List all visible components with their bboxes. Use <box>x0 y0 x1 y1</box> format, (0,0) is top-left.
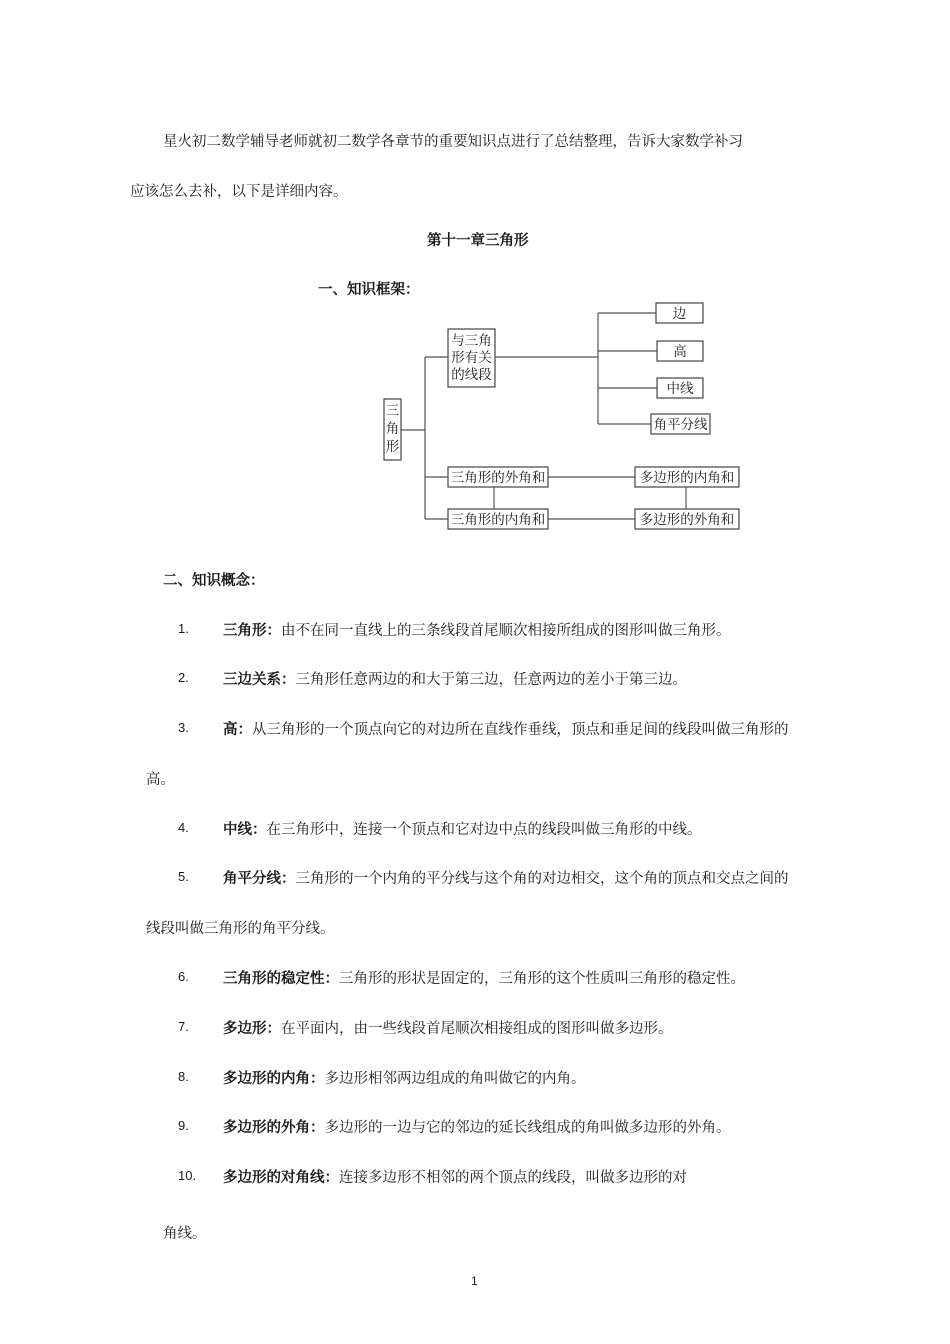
concept-text: 从三角形的一个顶点向它的对边所在直线作垂线，顶点和垂足间的线段叫做三角形的 <box>252 722 789 738</box>
concept-term: 三角形： <box>223 623 281 639</box>
concept-term: 中线： <box>223 822 267 838</box>
concept-item-polygon <box>223 1017 673 1038</box>
concept-term: 多边形的内角： <box>223 1071 325 1087</box>
concept-item-polygon-exterior-angle <box>223 1116 731 1137</box>
svg-text:中线: 中线 <box>666 381 694 397</box>
diagram-root-char-2: 角 <box>385 421 400 437</box>
diagram-segments-line-3: 的线段 <box>451 367 492 383</box>
diagram-root-char-3: 形 <box>385 439 400 455</box>
item-number: 3. <box>178 720 189 735</box>
section-knowledge-framework-title: 一、知识框架： <box>318 282 420 298</box>
concept-term: 角平分线： <box>223 871 296 887</box>
diagram-root-char-1: 三 <box>385 403 400 419</box>
diagram-node-polygon-interior-sum <box>635 467 739 487</box>
concept-item-polygon-diagonal <box>223 1166 687 1187</box>
concept-term: 多边形的外角： <box>223 1120 325 1136</box>
concept-item-polygon-interior-angle <box>223 1067 586 1088</box>
svg-text:三角形的内角和: 三角形的内角和 <box>450 512 546 528</box>
item-number: 5. <box>178 869 189 884</box>
svg-text:三角形的外角和: 三角形的外角和 <box>450 470 546 486</box>
item-number: 6. <box>178 969 189 984</box>
concept-continuation: 线段叫做三角形的角平分线。 <box>146 921 335 937</box>
page-number: 1 <box>471 1274 478 1288</box>
concept-text: 多边形的一边与它的邻边的延长线组成的角叫做多边形的外角。 <box>324 1120 731 1136</box>
diagram-node-exterior-sum <box>448 467 548 487</box>
concept-text: 由不在同一直线上的三条线段首尾顺次相接所组成的图形叫做三角形。 <box>281 623 731 639</box>
svg-text:边: 边 <box>672 306 687 322</box>
item-number: 9. <box>178 1118 189 1133</box>
intro-line-1: 星火初二数学辅导老师就初二数学各章节的重要知识点进行了总结整理，告诉大家数学补习 <box>163 134 743 150</box>
diagram-node-median <box>657 378 703 398</box>
intro-line-2: 应该怎么去补，以下是详细内容。 <box>130 184 348 200</box>
concept-term: 三边关系： <box>223 672 296 688</box>
concept-item-angle-bisector <box>223 867 789 888</box>
diagram-connectors <box>401 313 686 519</box>
concept-continuation: 高。 <box>146 772 175 788</box>
concept-item-triangle-inequality <box>223 668 687 689</box>
diagram-segments-line-2: 形有关 <box>451 350 492 366</box>
diagram-node-height <box>657 341 703 361</box>
section-knowledge-concepts-title: 二、知识概念： <box>163 573 265 589</box>
diagram-segments-line-1: 与三角 <box>451 333 492 349</box>
diagram-node-root <box>384 399 401 460</box>
concept-item-altitude <box>223 718 789 739</box>
item-number: 7. <box>178 1019 189 1034</box>
svg-text:多边形的内角和: 多边形的内角和 <box>639 470 735 486</box>
diagram-node-interior-sum <box>448 509 548 529</box>
concept-text: 三角形任意两边的和大于第三边，任意两边的差小于第三边。 <box>295 672 687 688</box>
concept-term: 三角形的稳定性： <box>223 971 339 987</box>
concept-item-triangle <box>223 619 731 640</box>
item-number: 10. <box>178 1168 197 1183</box>
concept-text: 三角形的一个内角的平分线与这个角的对边相交，这个角的顶点和交点之间的 <box>295 871 789 887</box>
concept-text: 在平面内，由一些线段首尾顺次相接组成的图形叫做多边形。 <box>281 1021 673 1037</box>
svg-text:多边形的外角和: 多边形的外角和 <box>639 512 735 528</box>
item-number: 8. <box>178 1069 189 1084</box>
concept-term: 多边形的对角线： <box>223 1170 339 1186</box>
concept-text: 在三角形中，连接一个顶点和它对边中点的线段叫做三角形的中线。 <box>266 822 702 838</box>
concept-continuation: 角线。 <box>163 1226 207 1242</box>
concept-term: 高： <box>223 722 252 738</box>
concept-text: 连接多边形不相邻的两个顶点的线段，叫做多边形的对 <box>339 1170 687 1186</box>
diagram-node-segments-group <box>448 329 495 387</box>
item-number: 2. <box>178 670 189 685</box>
item-number: 1. <box>178 621 189 636</box>
concept-text: 多边形相邻两边组成的角叫做它的内角。 <box>324 1071 586 1087</box>
svg-text:角平分线: 角平分线 <box>653 417 708 433</box>
chapter-title: 第十一章三角形 <box>427 233 529 249</box>
svg-text:高: 高 <box>673 344 687 360</box>
diagram-node-polygon-exterior-sum <box>635 509 739 529</box>
concept-term: 多边形： <box>223 1021 281 1037</box>
item-number: 4. <box>178 820 189 835</box>
concept-text: 三角形的形状是固定的，三角形的这个性质叫三角形的稳定性。 <box>339 971 745 987</box>
concept-item-stability <box>223 967 745 988</box>
diagram-node-angle-bisector <box>651 414 710 434</box>
concept-item-median <box>223 818 702 839</box>
diagram-node-side <box>656 303 703 323</box>
